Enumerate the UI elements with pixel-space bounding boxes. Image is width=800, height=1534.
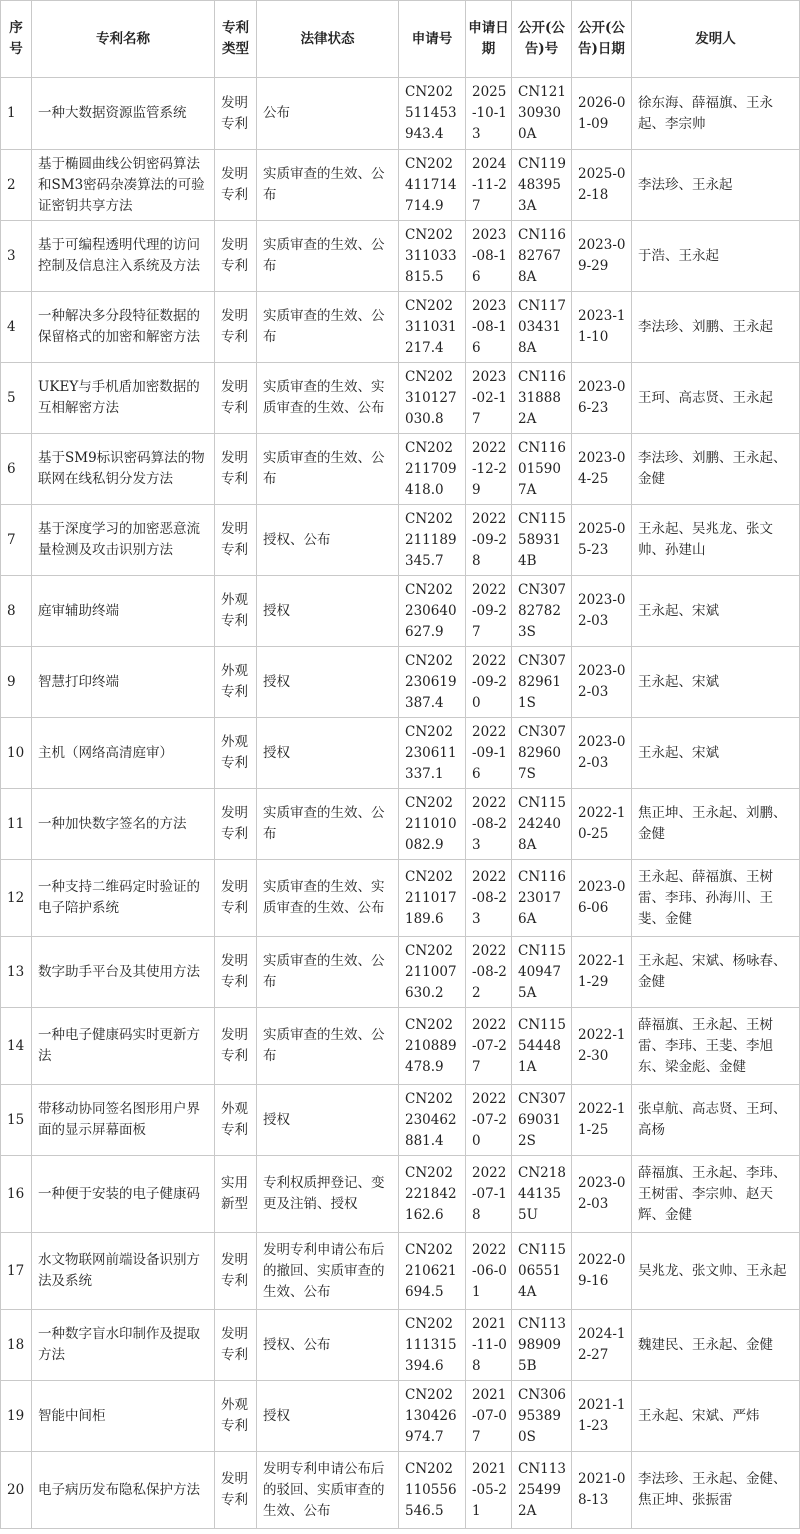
publication-number-cell: CN306953890S [512,1381,572,1452]
patent-type-cell: 外观专利 [215,1381,257,1452]
publication-date-cell: 2023-02-03 [572,718,632,789]
patent-type-cell: 发明专利 [215,150,257,221]
inventors-cell: 王珂、高志贤、王永起 [632,363,800,434]
application-number-cell: CN202230462881.4 [399,1085,466,1156]
index-cell: 15 [1,1085,32,1156]
publication-date-cell: 2023-02-03 [572,1156,632,1233]
patent-type-cell: 发明专利 [215,221,257,292]
inventors-cell: 吴兆龙、张文帅、王永起 [632,1233,800,1310]
publication-number-cell: CN116015907A [512,434,572,505]
table-row [1,292,800,363]
legal-status-cell: 实质审查的生效、实质审查的生效、公布 [257,363,399,434]
legal-status-cell: 实质审查的生效、公布 [257,292,399,363]
application-date-cell: 2022-07-27 [466,1008,512,1085]
patent-type-cell: 发明专利 [215,1452,257,1529]
legal-status-cell: 实质审查的生效、公布 [257,789,399,860]
legal-status-cell: 授权 [257,1085,399,1156]
table-row [1,860,800,937]
application-date-cell: 2022-12-29 [466,434,512,505]
patent-name-cell: 一种支持二维码定时验证的电子陪护系统 [32,860,215,937]
application-date-cell: 2024-11-27 [466,150,512,221]
application-date-cell: 2022-09-20 [466,647,512,718]
legal-status-cell: 公布 [257,78,399,150]
publication-date-cell: 2025-05-23 [572,505,632,576]
patent-type-cell: 发明专利 [215,1310,257,1381]
patent-name-cell: 主机（网络高清庭审） [32,718,215,789]
inventors-cell: 李法珍、王永起 [632,150,800,221]
application-number-cell: CN202230611337.1 [399,718,466,789]
application-number-cell: CN202230640627.9 [399,576,466,647]
patent-type-cell: 外观专利 [215,718,257,789]
application-date-cell: 2023-08-16 [466,292,512,363]
publication-number-cell: CN307690312S [512,1085,572,1156]
patent-name-cell: 基于SM9标识密码算法的物联网在线私钥分发方法 [32,434,215,505]
publication-number-cell: CN115242408A [512,789,572,860]
legal-status-cell: 授权 [257,718,399,789]
publication-date-cell: 2026-01-09 [572,78,632,150]
patent-type-cell: 发明专利 [215,937,257,1008]
index-cell: 19 [1,1381,32,1452]
application-number-cell: CN202511453943.4 [399,78,466,150]
index-cell: 6 [1,434,32,505]
inventors-cell: 李法珍、刘鹏、王永起、金健 [632,434,800,505]
publication-number-cell: CN121309300A [512,78,572,150]
header-publication-number: 公开(公告)号 [512,1,572,78]
publication-date-cell: 2022-09-16 [572,1233,632,1310]
publication-date-cell: 2021-08-13 [572,1452,632,1529]
application-number-cell: CN202130426974.7 [399,1381,466,1452]
index-cell: 20 [1,1452,32,1529]
publication-number-cell: CN116230176A [512,860,572,937]
table-row [1,221,800,292]
patent-type-cell: 发明专利 [215,789,257,860]
application-date-cell: 2023-08-16 [466,221,512,292]
patent-type-cell: 发明专利 [215,860,257,937]
inventors-cell: 王永起、薛福旗、王树雷、李玮、孙海川、王斐、金健 [632,860,800,937]
patent-type-cell: 发明专利 [215,434,257,505]
legal-status-cell: 实质审查的生效、公布 [257,150,399,221]
application-date-cell: 2022-09-28 [466,505,512,576]
application-date-cell: 2021-07-07 [466,1381,512,1452]
publication-date-cell: 2022-12-30 [572,1008,632,1085]
application-number-cell: CN202211709418.0 [399,434,466,505]
legal-status-cell: 授权、公布 [257,1310,399,1381]
inventors-cell: 王永起、吴兆龙、张文帅、孙建山 [632,505,800,576]
index-cell: 16 [1,1156,32,1233]
publication-number-cell: CN307829611S [512,647,572,718]
patent-name-cell: 一种便于安装的电子健康码 [32,1156,215,1233]
publication-date-cell: 2022-11-25 [572,1085,632,1156]
patent-name-cell: 一种电子健康码实时更新方法 [32,1008,215,1085]
legal-status-cell: 授权 [257,576,399,647]
publication-date-cell: 2024-12-27 [572,1310,632,1381]
publication-number-cell: CN115589314B [512,505,572,576]
inventors-cell: 王永起、宋斌 [632,576,800,647]
table-row [1,1156,800,1233]
header-patent-type: 专利类型 [215,1,257,78]
publication-number-cell: CN307827823S [512,576,572,647]
legal-status-cell: 实质审查的生效、实质审查的生效、公布 [257,860,399,937]
application-date-cell: 2022-08-23 [466,860,512,937]
patent-name-cell: 电子病历发布隐私保护方法 [32,1452,215,1529]
application-date-cell: 2025-10-13 [466,78,512,150]
table-row [1,150,800,221]
header-legal-status: 法律状态 [257,1,399,78]
table-row [1,789,800,860]
patent-type-cell: 发明专利 [215,292,257,363]
publication-number-cell: CN113989095B [512,1310,572,1381]
patent-name-cell: 水文物联网前端设备识别方法及系统 [32,1233,215,1310]
patent-type-cell: 实用新型 [215,1156,257,1233]
publication-number-cell: CN115544481A [512,1008,572,1085]
table-row [1,434,800,505]
index-cell: 10 [1,718,32,789]
index-cell: 14 [1,1008,32,1085]
index-cell: 8 [1,576,32,647]
legal-status-cell: 授权、公布 [257,505,399,576]
patent-type-cell: 外观专利 [215,647,257,718]
publication-number-cell: CN307829607S [512,718,572,789]
table-row [1,1310,800,1381]
table-row [1,78,800,150]
patent-name-cell: 一种解决多分段特征数据的保留格式的加密和解密方法 [32,292,215,363]
table-row [1,937,800,1008]
table-row [1,1085,800,1156]
inventors-cell: 李法珍、王永起、金健、焦正坤、张振雷 [632,1452,800,1529]
publication-number-cell: CN115409475A [512,937,572,1008]
application-date-cell: 2022-06-01 [466,1233,512,1310]
patent-name-cell: 一种加快数字签名的方法 [32,789,215,860]
index-cell: 7 [1,505,32,576]
application-date-cell: 2022-08-23 [466,789,512,860]
publication-number-cell: CN116318882A [512,363,572,434]
index-cell: 2 [1,150,32,221]
application-number-cell: CN202211010082.9 [399,789,466,860]
index-cell: 4 [1,292,32,363]
publication-number-cell: CN117034318A [512,292,572,363]
application-date-cell: 2022-09-16 [466,718,512,789]
patent-name-cell: 基于可编程透明代理的访问控制及信息注入系统及方法 [32,221,215,292]
publication-date-cell: 2023-11-10 [572,292,632,363]
application-number-cell: CN202311033815.5 [399,221,466,292]
patent-name-cell: 一种数字盲水印制作及提取方法 [32,1310,215,1381]
publication-number-cell: CN115065514A [512,1233,572,1310]
legal-status-cell: 实质审查的生效、公布 [257,434,399,505]
application-number-cell: CN202211189345.7 [399,505,466,576]
application-date-cell: 2022-07-20 [466,1085,512,1156]
patent-type-cell: 发明专利 [215,505,257,576]
index-cell: 17 [1,1233,32,1310]
header-application-number: 申请号 [399,1,466,78]
table-row [1,1008,800,1085]
publication-number-cell: CN116827678A [512,221,572,292]
legal-status-cell: 实质审查的生效、公布 [257,937,399,1008]
application-number-cell: CN202211007630.2 [399,937,466,1008]
header-inventors: 发明人 [632,1,800,78]
table-row [1,363,800,434]
application-date-cell: 2022-09-27 [466,576,512,647]
publication-date-cell: 2023-09-29 [572,221,632,292]
legal-status-cell: 实质审查的生效、公布 [257,221,399,292]
patent-name-cell: UKEY与手机盾加密数据的互相解密方法 [32,363,215,434]
inventors-cell: 薛福旗、王永起、王树雷、李玮、王斐、李旭东、梁金彪、金健 [632,1008,800,1085]
patent-type-cell: 发明专利 [215,78,257,150]
application-number-cell: CN202411714714.9 [399,150,466,221]
inventors-cell: 王永起、宋斌、杨咏春、金健 [632,937,800,1008]
header-patent-name: 专利名称 [32,1,215,78]
patent-name-cell: 基于椭圆曲线公钥密码算法和SM3密码杂凑算法的可验证密钥共享方法 [32,150,215,221]
legal-status-cell: 授权 [257,647,399,718]
index-cell: 13 [1,937,32,1008]
patent-type-cell: 发明专利 [215,363,257,434]
publication-date-cell: 2025-02-18 [572,150,632,221]
inventors-cell: 王永起、宋斌 [632,647,800,718]
application-number-cell: CN202310127030.8 [399,363,466,434]
legal-status-cell: 发明专利申请公布后的驳回、实质审查的生效、公布 [257,1452,399,1529]
index-cell: 5 [1,363,32,434]
inventors-cell: 于浩、王永起 [632,221,800,292]
application-number-cell: CN202210889478.9 [399,1008,466,1085]
header-publication-date: 公开(公告)日期 [572,1,632,78]
application-date-cell: 2021-11-08 [466,1310,512,1381]
inventors-cell: 徐东海、薛福旗、王永起、李宗帅 [632,78,800,150]
patent-type-cell: 外观专利 [215,576,257,647]
publication-number-cell: CN218441355U [512,1156,572,1233]
table-row [1,1233,800,1310]
patent-type-cell: 外观专利 [215,1085,257,1156]
inventors-cell: 魏建民、王永起、金健 [632,1310,800,1381]
patent-name-cell: 数字助手平台及其使用方法 [32,937,215,1008]
application-number-cell: CN202230619387.4 [399,647,466,718]
table-row [1,505,800,576]
legal-status-cell: 专利权质押登记、变更及注销、授权 [257,1156,399,1233]
legal-status-cell: 授权 [257,1381,399,1452]
application-date-cell: 2023-02-17 [466,363,512,434]
patent-name-cell: 带移动协同签名图形用户界面的显示屏幕面板 [32,1085,215,1156]
table-row [1,647,800,718]
table-row [1,718,800,789]
inventors-cell: 焦正坤、王永起、刘鹏、金健 [632,789,800,860]
table-row [1,576,800,647]
header-index: 序号 [1,1,32,78]
publication-date-cell: 2022-10-25 [572,789,632,860]
inventors-cell: 张卓航、高志贤、王珂、高杨 [632,1085,800,1156]
index-cell: 11 [1,789,32,860]
patent-name-cell: 智慧打印终端 [32,647,215,718]
patent-name-cell: 基于深度学习的加密恶意流量检测及攻击识别方法 [32,505,215,576]
application-number-cell: CN202211017189.6 [399,860,466,937]
patent-name-cell: 智能中间柜 [32,1381,215,1452]
patent-type-cell: 发明专利 [215,1233,257,1310]
table-header-row [1,1,800,78]
publication-date-cell: 2023-06-06 [572,860,632,937]
application-number-cell: CN202311031217.4 [399,292,466,363]
publication-date-cell: 2022-11-29 [572,937,632,1008]
patent-name-cell: 庭审辅助终端 [32,576,215,647]
patent-type-cell: 发明专利 [215,1008,257,1085]
legal-status-cell: 发明专利申请公布后的撤回、实质审查的生效、公布 [257,1233,399,1310]
publication-date-cell: 2023-04-25 [572,434,632,505]
application-date-cell: 2021-05-21 [466,1452,512,1529]
index-cell: 18 [1,1310,32,1381]
publication-date-cell: 2023-02-03 [572,647,632,718]
table-row [1,1381,800,1452]
publication-number-cell: CN113254992A [512,1452,572,1529]
legal-status-cell: 实质审查的生效、公布 [257,1008,399,1085]
publication-date-cell: 2021-11-23 [572,1381,632,1452]
index-cell: 1 [1,78,32,150]
index-cell: 12 [1,860,32,937]
inventors-cell: 李法珍、刘鹏、王永起 [632,292,800,363]
application-number-cell: CN202221842162.6 [399,1156,466,1233]
application-date-cell: 2022-08-22 [466,937,512,1008]
inventors-cell: 薛福旗、王永起、李玮、王树雷、李宗帅、赵天辉、金健 [632,1156,800,1233]
index-cell: 9 [1,647,32,718]
table-row [1,1452,800,1529]
publication-number-cell: CN119483953A [512,150,572,221]
index-cell: 3 [1,221,32,292]
application-number-cell: CN202111315394.6 [399,1310,466,1381]
application-date-cell: 2022-07-18 [466,1156,512,1233]
inventors-cell: 王永起、宋斌 [632,718,800,789]
patent-name-cell: 一种大数据资源监管系统 [32,78,215,150]
application-number-cell: CN202210621694.5 [399,1233,466,1310]
header-application-date: 申请日期 [466,1,512,78]
publication-date-cell: 2023-06-23 [572,363,632,434]
inventors-cell: 王永起、宋斌、严炜 [632,1381,800,1452]
publication-date-cell: 2023-02-03 [572,576,632,647]
application-number-cell: CN202110556546.5 [399,1452,466,1529]
